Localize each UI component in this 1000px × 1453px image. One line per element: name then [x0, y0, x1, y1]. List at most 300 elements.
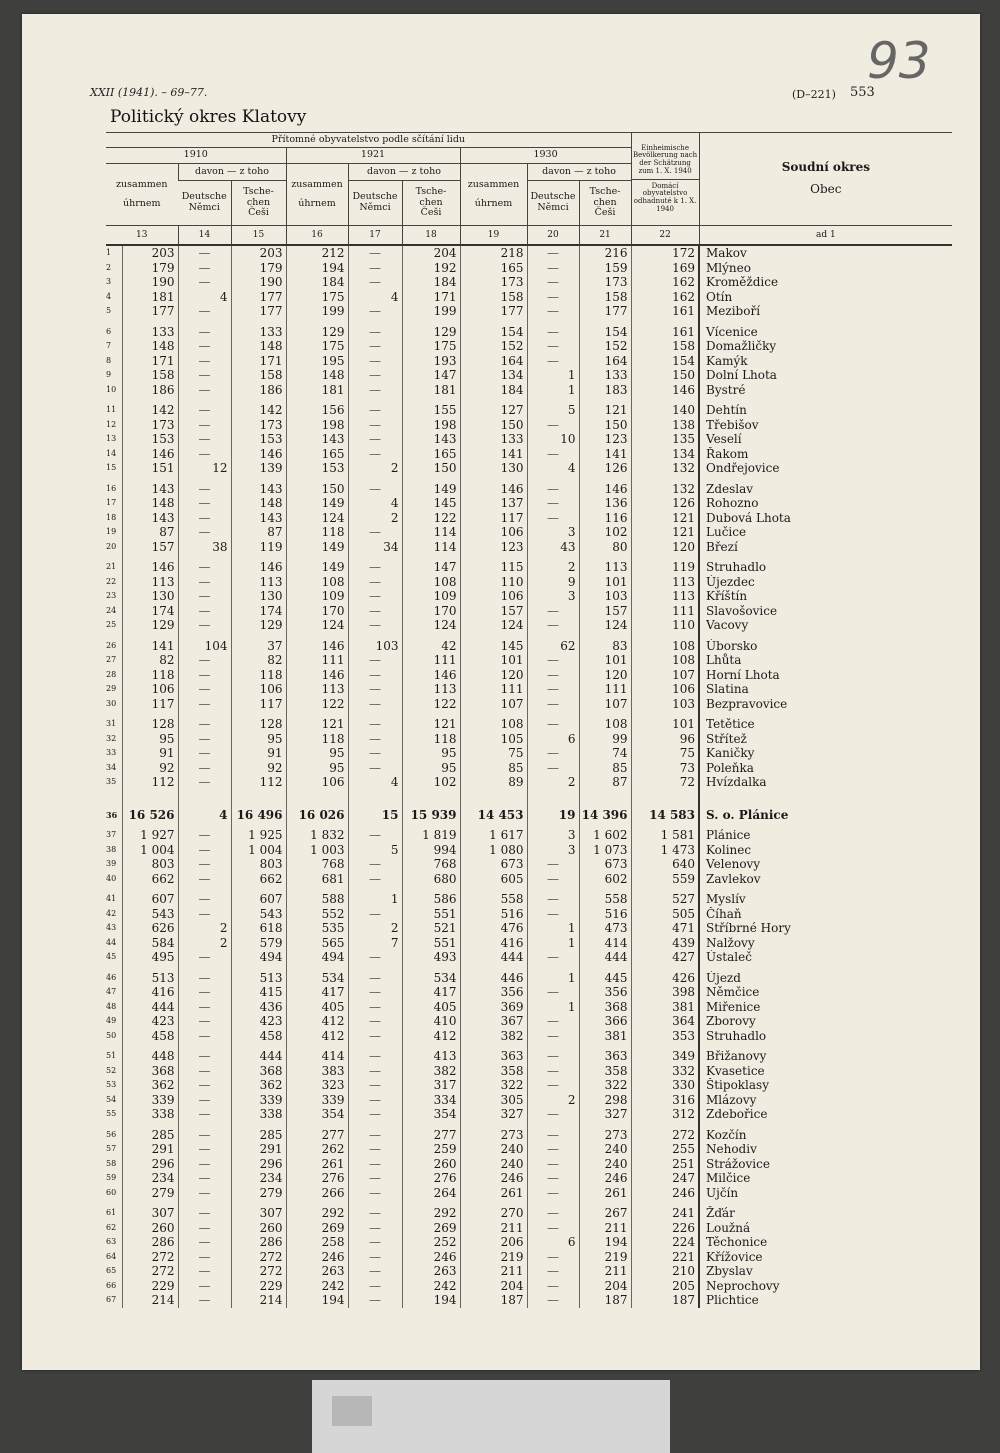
table-cell: 332 [631, 1064, 699, 1079]
table-cell: 136 [579, 496, 631, 511]
table-cell: 138 [631, 418, 699, 433]
table-cell: 218 [460, 246, 527, 261]
table-cell: 3 [527, 525, 579, 540]
table-cell: — [178, 525, 231, 540]
municipality-name: Vacovy [699, 618, 952, 633]
table-cell: — [348, 682, 402, 697]
table-row [106, 1264, 952, 1279]
row-number: 62 [106, 1222, 117, 1232]
municipality-name: Plánice [699, 828, 952, 843]
table-cell: 204 [579, 1279, 631, 1294]
table-cell: 323 [286, 1078, 348, 1093]
table-cell: 405 [286, 1000, 348, 1015]
table-row [106, 432, 952, 447]
table-cell: — [348, 403, 402, 418]
table-cell: 43 [527, 540, 579, 555]
municipality-name: Střítež [699, 732, 952, 747]
table-cell: 240 [460, 1142, 527, 1157]
table-cell: — [178, 447, 231, 462]
municipality-name: Bezpravovice [699, 697, 952, 712]
table-cell: 416 [460, 936, 527, 951]
table-row [106, 1157, 952, 1172]
row-number: 22 [106, 576, 117, 586]
table-cell: 1 003 [286, 843, 348, 858]
table-cell: 123 [579, 432, 631, 447]
table-cell: 551 [402, 907, 460, 922]
handwritten-page-number: 93 [867, 32, 931, 90]
table-cell: 273 [579, 1128, 631, 1143]
table-row [106, 368, 952, 383]
scan-backing-label [332, 1396, 372, 1426]
table-cell: 109 [286, 589, 348, 604]
table-cell: 219 [579, 1250, 631, 1265]
header-code: (D–221) [792, 88, 836, 101]
nemci-label: Němci [537, 202, 569, 213]
table-cell: — [178, 697, 231, 712]
table-cell: 4 [178, 290, 231, 305]
table-cell: 246 [286, 1250, 348, 1265]
table-cell: 113 [631, 575, 699, 590]
year-1910: 1910 [106, 148, 286, 164]
table-cell: — [348, 618, 402, 633]
row-number: 1 [106, 248, 112, 258]
municipality-name: Miřenice [699, 1000, 952, 1015]
row-number: 35 [106, 777, 117, 787]
municipality-name: Březí [699, 540, 952, 555]
table-cell: 95 [231, 732, 286, 747]
table-cell: 305 [460, 1093, 527, 1108]
table-cell: 246 [460, 1171, 527, 1186]
municipality-name: Kvasetice [699, 1064, 952, 1079]
table-cell: 4 [178, 808, 231, 823]
table-cell: 103 [631, 697, 699, 712]
row-number: 20 [106, 541, 117, 551]
row-number: 17 [106, 498, 117, 508]
table-cell: — [348, 828, 402, 843]
municipality-name: Nehodiv [699, 1142, 952, 1157]
table-cell: — [348, 261, 402, 276]
table-cell: 2 [178, 921, 231, 936]
table-cell: 146 [231, 447, 286, 462]
table-cell: 363 [579, 1049, 631, 1064]
table-cell: 157 [579, 604, 631, 619]
table-cell: — [348, 746, 402, 761]
table-cell: 1 [527, 936, 579, 951]
table-cell: 994 [402, 843, 460, 858]
municipality-name: Velenovy [699, 857, 952, 872]
table-cell: 242 [286, 1279, 348, 1294]
table-cell: 172 [631, 246, 699, 261]
municipality-name: Ujčín [699, 1186, 952, 1201]
table-cell: 192 [402, 261, 460, 276]
municipality-name: Ondřejovice [699, 461, 952, 476]
zusammen-1921 [286, 164, 348, 226]
table-cell: 149 [286, 496, 348, 511]
table-cell: 415 [231, 985, 286, 1000]
table-cell: 240 [579, 1157, 631, 1172]
zusammen-1910 [106, 164, 178, 226]
table-cell: 410 [402, 1014, 460, 1029]
estimate-header-de: Einheimische Bevölkerung nach der Schätzung zum 1. X. 1940 [632, 143, 698, 175]
col-number: 15 [231, 226, 286, 246]
table-cell: — [348, 1078, 402, 1093]
table-cell: 173 [122, 418, 178, 433]
table-cell: — [178, 1264, 231, 1279]
municipality-name: Vícenice [699, 325, 952, 340]
table-cell: 106 [460, 589, 527, 604]
table-row [106, 1000, 952, 1015]
table-cell: — [527, 1186, 579, 1201]
table-cell: — [178, 1250, 231, 1265]
table-row [106, 857, 952, 872]
table-cell: 1 004 [122, 843, 178, 858]
table-row [106, 732, 952, 747]
table-row [106, 560, 952, 575]
table-cell: — [178, 761, 231, 776]
col-number: 19 [460, 226, 527, 246]
table-cell: 242 [402, 1279, 460, 1294]
deutsche-label: Deutsche [352, 191, 398, 203]
row-number: 67 [106, 1295, 117, 1305]
table-cell: 362 [122, 1078, 178, 1093]
col-number: 16 [286, 226, 348, 246]
table-cell: — [178, 275, 231, 290]
table-cell: — [527, 1064, 579, 1079]
table-cell: 108 [631, 653, 699, 668]
table-cell: 1 [527, 383, 579, 398]
municipality-name: Zavlekov [699, 872, 952, 887]
table-row [106, 540, 952, 555]
table-cell: 141 [579, 447, 631, 462]
uhrnem-label: úhrnem [122, 197, 161, 209]
table-cell: 327 [579, 1107, 631, 1122]
table-cell: 175 [286, 339, 348, 354]
table-cell: 296 [231, 1157, 286, 1172]
table-body [106, 246, 952, 1308]
table-cell: 322 [579, 1078, 631, 1093]
row-number: 46 [106, 972, 117, 982]
table-row [106, 1128, 952, 1143]
table-cell: 175 [286, 290, 348, 305]
municipality-name: Hvízdalka [699, 775, 952, 790]
tsche-label: Tsche- [589, 185, 621, 197]
table-cell: 1 [527, 971, 579, 986]
table-cell: 171 [231, 354, 286, 369]
table-cell: 279 [231, 1186, 286, 1201]
table-cell: 74 [579, 746, 631, 761]
table-cell: 158 [460, 290, 527, 305]
table-cell: 261 [286, 1157, 348, 1172]
table-cell: — [178, 1064, 231, 1079]
table-cell: — [348, 246, 402, 261]
table-cell: 258 [286, 1235, 348, 1250]
deutsche-1921 [348, 181, 402, 226]
table-cell: — [348, 668, 402, 683]
municipality-name: Lučice [699, 525, 952, 540]
table-cell: 444 [231, 1049, 286, 1064]
table-cell: 129 [122, 618, 178, 633]
table-cell: 383 [286, 1064, 348, 1079]
population-table [106, 132, 952, 1308]
table-cell: — [527, 1107, 579, 1122]
table-cell: 198 [286, 418, 348, 433]
table-cell: 179 [231, 261, 286, 276]
col-number: ad 1 [699, 226, 952, 246]
table-cell: — [348, 275, 402, 290]
table-cell: — [178, 589, 231, 604]
chen-label: chen [246, 196, 271, 208]
table-cell: — [527, 746, 579, 761]
table-cell: 147 [402, 368, 460, 383]
table-cell: 75 [460, 746, 527, 761]
table-cell: 37 [231, 639, 286, 654]
table-cell: 143 [402, 432, 460, 447]
table-cell: 165 [286, 447, 348, 462]
table-cell: — [178, 418, 231, 433]
table-cell: 133 [579, 368, 631, 383]
table-row [106, 525, 952, 540]
table-cell: — [527, 668, 579, 683]
table-cell: 102 [579, 525, 631, 540]
municipality-name: Němčice [699, 985, 952, 1000]
table-cell: — [178, 339, 231, 354]
table-cell: — [178, 1107, 231, 1122]
table-cell: 95 [402, 761, 460, 776]
table-cell: 2 [527, 560, 579, 575]
nemci-label: Němci [359, 202, 391, 213]
table-cell: 187 [579, 1293, 631, 1308]
table-cell: 240 [579, 1142, 631, 1157]
table-cell: 307 [231, 1206, 286, 1221]
table-cell: — [178, 907, 231, 922]
row-number: 41 [106, 894, 117, 904]
table-cell: — [348, 950, 402, 965]
table-cell: 5 [527, 403, 579, 418]
table-cell: 175 [402, 339, 460, 354]
table-row [106, 761, 952, 776]
page-number: 553 [850, 85, 875, 100]
municipality-name: Veselí [699, 432, 952, 447]
table-cell: 158 [631, 339, 699, 354]
table-cell: 154 [460, 325, 527, 340]
municipality-name: Kroměždice [699, 275, 952, 290]
table-cell: 177 [460, 304, 527, 319]
table-cell: 416 [122, 985, 178, 1000]
table-cell: 298 [579, 1093, 631, 1108]
table-cell: 3 [527, 589, 579, 604]
table-cell: 367 [460, 1014, 527, 1029]
nemci-label: Němci [188, 202, 220, 213]
row-number: 66 [106, 1280, 117, 1290]
table-cell: 3 [527, 828, 579, 843]
table-cell: 111 [631, 604, 699, 619]
table-cell: 111 [460, 682, 527, 697]
header-reference: XXII (1941). – 69–77. [90, 86, 208, 99]
municipality-name: Stříbrné Hory [699, 921, 952, 936]
table-cell: — [527, 1250, 579, 1265]
table-cell: 327 [460, 1107, 527, 1122]
municipality-name: Kozčín [699, 1128, 952, 1143]
municipality-name: Poleňka [699, 761, 952, 776]
municipality-name: Lhůta [699, 653, 952, 668]
table-cell: 113 [231, 575, 286, 590]
table-cell: 516 [460, 907, 527, 922]
table-cell: 146 [231, 560, 286, 575]
table-cell: 221 [631, 1250, 699, 1265]
table-row [106, 383, 952, 398]
table-row [106, 971, 952, 986]
table-cell: — [178, 1293, 231, 1308]
table-cell: — [178, 1235, 231, 1250]
table-cell: 92 [122, 761, 178, 776]
table-cell: 111 [402, 653, 460, 668]
table-cell: 129 [231, 618, 286, 633]
row-number: 45 [106, 952, 117, 962]
table-cell: 143 [231, 511, 286, 526]
table-row [106, 1014, 952, 1029]
table-cell: — [178, 717, 231, 732]
table-cell: 193 [402, 354, 460, 369]
table-cell: 157 [122, 540, 178, 555]
table-cell: — [348, 418, 402, 433]
table-cell: — [348, 732, 402, 747]
table-cell: 640 [631, 857, 699, 872]
table-cell: — [348, 304, 402, 319]
table-cell: 363 [460, 1049, 527, 1064]
table-row [106, 482, 952, 497]
table-cell: 276 [286, 1171, 348, 1186]
table-cell: 414 [579, 936, 631, 951]
table-cell: 267 [579, 1206, 631, 1221]
table-cell: 246 [579, 1171, 631, 1186]
table-cell: 85 [460, 761, 527, 776]
table-cell: 2 [348, 461, 402, 476]
row-number: 15 [106, 463, 117, 473]
table-cell: 681 [286, 872, 348, 887]
table-cell: — [178, 746, 231, 761]
table-cell: 9 [527, 575, 579, 590]
table-cell: 1 927 [122, 828, 178, 843]
table-cell: 106 [122, 682, 178, 697]
municipality-name: Mlázovy [699, 1093, 952, 1108]
table-cell: 226 [631, 1221, 699, 1236]
municipality-name: Řakom [699, 447, 952, 462]
table-cell: 607 [122, 892, 178, 907]
table-cell: 255 [631, 1142, 699, 1157]
table-cell: 149 [402, 482, 460, 497]
table-cell: 140 [631, 403, 699, 418]
table-cell: 159 [579, 261, 631, 276]
table-cell: 199 [402, 304, 460, 319]
table-cell: — [527, 1078, 579, 1093]
table-cell: — [348, 432, 402, 447]
table-cell: — [178, 950, 231, 965]
table-cell: — [178, 668, 231, 683]
col-number: 17 [348, 226, 402, 246]
row-number: 53 [106, 1080, 117, 1090]
table-cell: 143 [286, 432, 348, 447]
table-cell: — [178, 775, 231, 790]
table-cell: — [348, 1128, 402, 1143]
table-row [106, 746, 952, 761]
table-cell: 4 [527, 461, 579, 476]
row-number: 50 [106, 1030, 117, 1040]
row-number: 8 [106, 355, 112, 365]
municipality-name: Křížovice [699, 1250, 952, 1265]
table-cell: 120 [631, 540, 699, 555]
table-cell: 476 [460, 921, 527, 936]
table-cell: 382 [460, 1029, 527, 1044]
table-cell: 356 [579, 985, 631, 1000]
table-row [106, 511, 952, 526]
table-cell: 19 [527, 808, 579, 823]
table-cell: 247 [631, 1171, 699, 1186]
table-cell: 1 617 [460, 828, 527, 843]
table-cell: 85 [579, 761, 631, 776]
table-cell: 121 [286, 717, 348, 732]
municipality-name: Dolní Lhota [699, 368, 952, 383]
table-cell: 110 [631, 618, 699, 633]
table-cell: 4 [348, 775, 402, 790]
row-number: 34 [106, 762, 117, 772]
row-number: 55 [106, 1109, 117, 1119]
table-row [106, 717, 952, 732]
row-number: 7 [106, 341, 112, 351]
table-cell: 579 [231, 936, 286, 951]
municipality-name: Těchonice [699, 1235, 952, 1250]
table-cell: 162 [631, 290, 699, 305]
table-row [106, 697, 952, 712]
table-cell: 106 [231, 682, 286, 697]
table-cell: 111 [579, 682, 631, 697]
table-cell: 240 [460, 1157, 527, 1172]
table-cell: — [178, 368, 231, 383]
table-row [106, 1078, 952, 1093]
table-cell: 680 [402, 872, 460, 887]
table-cell: 458 [122, 1029, 178, 1044]
municipality-name: Rohozno [699, 496, 952, 511]
table-cell: 317 [402, 1078, 460, 1093]
table-cell: 260 [402, 1157, 460, 1172]
table-cell: 95 [122, 732, 178, 747]
table-cell: 272 [231, 1250, 286, 1265]
table-row [106, 589, 952, 604]
table-cell: 171 [402, 290, 460, 305]
table-header [106, 132, 952, 246]
table-cell: 214 [231, 1293, 286, 1308]
court-header [699, 133, 952, 226]
table-cell: 362 [231, 1078, 286, 1093]
table-cell: 312 [631, 1107, 699, 1122]
municipality-name: Otín [699, 290, 952, 305]
table-cell: 558 [460, 892, 527, 907]
table-cell: 495 [122, 950, 178, 965]
table-cell: 122 [402, 511, 460, 526]
table-cell: 673 [460, 857, 527, 872]
table-cell: 118 [286, 525, 348, 540]
table-cell: 369 [460, 1000, 527, 1015]
table-cell: — [348, 1171, 402, 1186]
table-cell: — [348, 1000, 402, 1015]
table-cell: 106 [631, 682, 699, 697]
row-number: 44 [106, 937, 117, 947]
table-cell: — [178, 1186, 231, 1201]
row-number: 29 [106, 684, 117, 694]
table-cell: 145 [402, 496, 460, 511]
table-cell: 354 [402, 1107, 460, 1122]
table-cell: — [178, 732, 231, 747]
col-number: 14 [178, 226, 231, 246]
